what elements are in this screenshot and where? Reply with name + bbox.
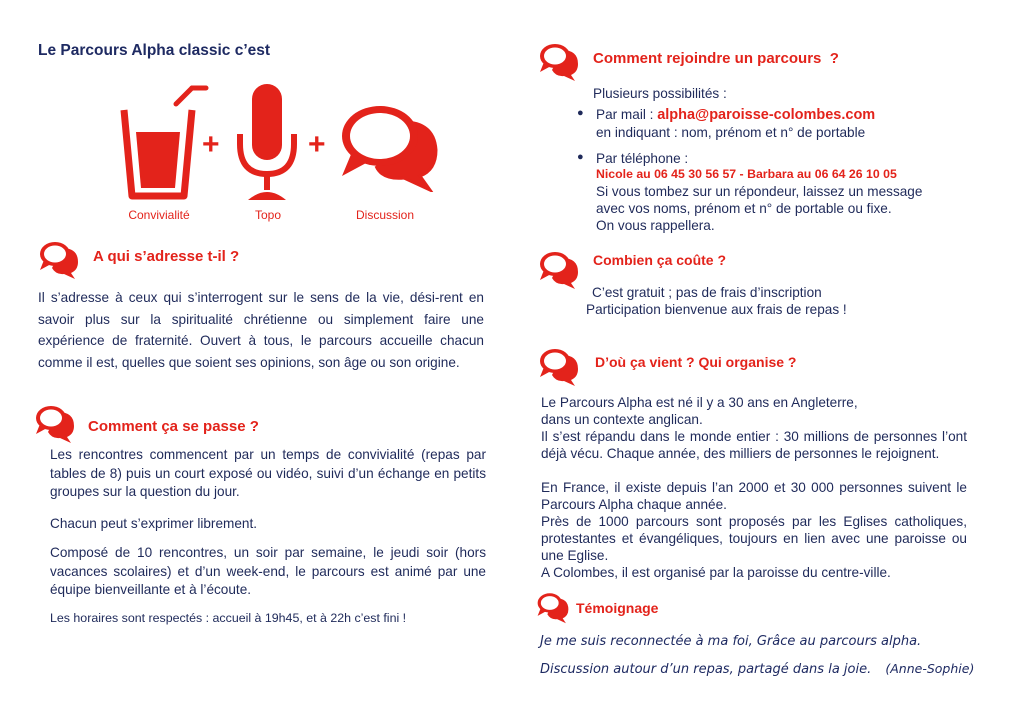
speech-bubble-icon [38,238,80,280]
how-paragraph-1: Les rencontres commencent par un temps de convivialité (repas par tables de 8) puis un court exposé ou vidéo, suivi d’un échange en petits groupes sur la question du jour. [50,447,486,499]
join-mail-line [596,105,875,125]
phone-numbers[interactable]: Nicole au 06 45 30 56 57 - Barbara au 06 64 26 10 05 [596,167,897,181]
origin-paragraph-4: Près de 1000 parcours sont proposés par les Eglises catholiques, protestantes et évangéliques, toujours en lien avec une paroisse ou une Eglise. [541,514,967,563]
speech-bubbles-icon [338,100,442,192]
section-heading-testimony: Témoignage [576,600,659,616]
join-mail-note: en indiquant : nom, prénom et n° de portable [596,125,866,140]
plus-sign: + [202,128,220,161]
speech-bubble-icon [34,402,76,444]
page-title: Le Parcours Alpha classic c’est [38,42,271,59]
join-intro: Plusieurs possibilités : [593,86,727,101]
speech-bubble-icon [538,40,580,82]
microphone-icon [232,82,302,204]
join-phone-note-1: Si vous tombez sur un répondeur, laissez un message [596,184,923,199]
origin-line-1: Le Parcours Alpha est né il y a 30 ans en Angleterre, [541,395,858,410]
cost-line-1: C’est gratuit ; pas de frais d’inscription [592,285,822,300]
audience-text: Il s’adresse à ceux qui s’interrogent sur le sens de la vie, dési-rent en savoir plus sur la spiritualité chrétienne ou simplement faire une expérience de fraternité. Ouvert à tous, le parcours accueille chacun comme il est, quelles que soient ses opinions, son âge ou son origine. [38,290,484,370]
origin-paragraph-5: A Colombes, il est organisé par la paroisse du centre-ville. [541,565,891,580]
testimony-line-2 [540,661,974,677]
section-heading-how: Comment ça se passe ? [88,418,259,435]
icon-label-topo: Topo [254,208,282,222]
section-heading-audience: A qui s’adresse t-il ? [93,248,240,265]
how-paragraph-3: Composé de 10 rencontres, un soir par semaine, le jeudi soir (hors vacances scolaires) et d’un week-end, le parcours est animé par une équipe bienveillante et à l’écoute. [50,545,486,597]
how-paragraph-2: Chacun peut s’exprimer librement. [50,516,258,531]
speech-bubble-icon [538,248,580,290]
origin-paragraph-3: En France, il existe depuis l’an 2000 et 30 000 personnes suivent le Parcours Alpha chaque année. [541,480,967,512]
section-heading-cost: Combien ça coûte ? [593,252,727,268]
origin-line-2: dans un contexte anglican. [541,412,703,427]
bullet: ● [577,151,584,163]
speech-bubble-icon [536,590,570,624]
icons-row [110,82,450,222]
join-phone-note-2: avec vos noms, prénom et n° de portable ou fixe. [596,201,892,216]
origin-paragraph-2: Il s’est répandu dans le monde entier : 30 millions de personnes l’ont déjà vécu. Chaque année, des milliers de personnes le rejoignent. [541,429,967,461]
icon-label-conviviality: Convivialité [128,208,190,222]
email-link[interactable]: alpha@paroisse-colombes.com [657,107,876,123]
section-heading-join: Comment rejoindre un parcours ? [593,50,839,67]
join-phone-note-3: On vous rappellera. [596,218,715,233]
how-paragraph-4: Les horaires sont respectés : accueil à 19h45, et à 22h c’est fini ! [50,611,407,625]
join-phone-prefix: Par téléphone : [596,151,689,166]
icon-label-discussion: Discussion [355,208,415,222]
testimony-text-2: Discussion autour d’un repas, partagé dans la joie. [540,662,872,677]
plus-sign: + [308,128,326,161]
cost-line-2: Participation bienvenue aux frais de repas ! [586,302,847,317]
testimony-line-1: Je me suis reconnectée à ma foi, Grâce au parcours alpha. [540,634,922,649]
testimony-author: (Anne-Sophie) [885,661,975,676]
drink-icon [118,84,210,202]
bullet: ● [577,107,584,119]
join-mail-prefix: Par mail : [596,107,658,122]
speech-bubble-icon [538,345,580,387]
section-heading-origin: D’où ça vient ? Qui organise ? [595,354,797,370]
